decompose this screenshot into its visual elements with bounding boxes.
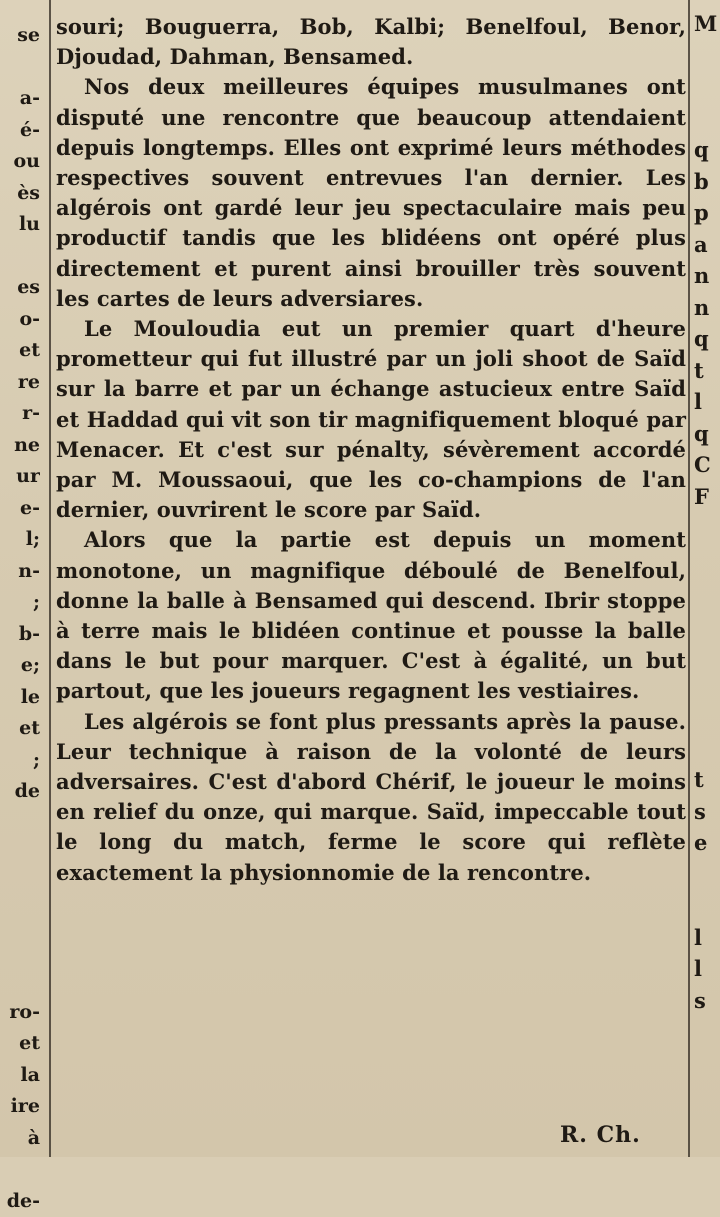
- left-column-fragment: ou: [0, 146, 40, 178]
- right-column-fragment: [694, 103, 720, 135]
- left-column-fragment: e;: [0, 650, 40, 682]
- left-column-fragment: ro-: [0, 997, 40, 1029]
- right-column-fragment: q: [694, 323, 720, 355]
- right-column-fragment: a: [694, 229, 720, 261]
- left-column-fragment: à: [0, 1123, 40, 1155]
- left-column-fragment: es: [0, 272, 40, 304]
- right-column-fragment: [694, 890, 720, 922]
- article-signature: R. Ch.: [560, 1122, 641, 1148]
- right-column-fragment: n: [694, 260, 720, 292]
- right-column-fragment: F: [694, 481, 720, 513]
- left-column-fragment: ur: [0, 461, 40, 493]
- right-column-fragment: [694, 1142, 720, 1174]
- left-column-fragment: [0, 902, 40, 934]
- left-column-fragment: a-: [0, 83, 40, 115]
- right-column-fragment: [694, 670, 720, 702]
- left-column-fragment: [0, 965, 40, 997]
- right-column-fragment: [694, 1048, 720, 1080]
- right-column-fragment: t: [694, 764, 720, 796]
- right-column-fragment: [694, 512, 720, 544]
- right-column-fragment: [694, 1016, 720, 1048]
- left-column-fragment: o-: [0, 304, 40, 336]
- right-column-fragment: l: [694, 386, 720, 418]
- right-column-fragment: p: [694, 197, 720, 229]
- article-paragraph: Les algérois se font plus pressants après la pause. Leur technique à raison de la volonté de leurs adversaires. C'est d'abord Chérif, le joueur le moins en relief du onze, qui marque. Saïd, impeccable tout le long du match, ferme le score qui reflète exactement la physionnomie de la rencontre.: [56, 707, 686, 888]
- left-column-fragment: [0, 839, 40, 871]
- right-column-fragment: [694, 733, 720, 765]
- left-column-fragment: ;: [0, 587, 40, 619]
- left-column-fragment: [0, 808, 40, 840]
- article-paragraph: Nos deux meilleures équipes musulmanes ont disputé une rencontre que beaucoup attendaient depuis longtemps. Elles ont exprimé leurs méthodes respectives souvent entrevues l'an dernier. Les algérois ont gardé leur jeu spectaculaire mais peu productif tandis que les blidéens ont opéré plus directement et purent ainsi brouiller très souvent les cartes de leurs adversiares.: [56, 72, 686, 314]
- right-column-fragment: s: [694, 985, 720, 1017]
- left-column-fragment: [0, 52, 40, 84]
- right-column-fragment: M: [694, 8, 720, 40]
- right-column-fragment: [694, 1079, 720, 1111]
- left-column-fragment: e-: [0, 493, 40, 525]
- right-column-fragment: q: [694, 418, 720, 450]
- left-column-fragment: de-: [0, 1186, 40, 1217]
- left-column-fragment: se: [0, 20, 40, 52]
- left-column-fragment: n-: [0, 556, 40, 588]
- right-column-fragment: C: [694, 449, 720, 481]
- right-column-fragment: [694, 71, 720, 103]
- left-column-fragment: é-: [0, 115, 40, 147]
- right-column-fragment: l: [694, 953, 720, 985]
- article-paragraph: souri; Bouguerra, Bob, Kalbi; Benelfoul, Benor, Djoudad, Dahman, Bensamed.: [56, 12, 686, 72]
- left-column-fragment: [0, 871, 40, 903]
- left-column-fragment: l;: [0, 524, 40, 556]
- left-column-fragment: [0, 241, 40, 273]
- left-column-fragment: ne: [0, 430, 40, 462]
- left-column-fragment: lu: [0, 209, 40, 241]
- left-column-fragment: la: [0, 1060, 40, 1092]
- article-paragraph: Le Mouloudia eut un premier quart d'heure prometteur qui fut illustré par un joli shoot de Saïd sur la barre et par un échange astucieux entre Saïd et Haddad qui vit son tir magnifiquement bloqué par Menacer. Et c'est sur pénalty, sévèrement accordé par M. Moussaoui, que les co-champions de l'an dernier, ouvrirent le score par Saïd.: [56, 314, 686, 525]
- left-column-fragment: ;: [0, 745, 40, 777]
- column-rule-right: [688, 0, 690, 1157]
- left-column-fragment: r-: [0, 398, 40, 430]
- left-column-fragment: ès: [0, 178, 40, 210]
- left-column-fragments: [0, 20, 40, 1217]
- right-column-fragment: [694, 544, 720, 576]
- right-column-fragment: n: [694, 292, 720, 324]
- left-column-fragment: b-: [0, 619, 40, 651]
- right-column-fragment: [694, 40, 720, 72]
- left-column-fragment: [0, 1154, 40, 1186]
- left-column-fragment: et: [0, 335, 40, 367]
- left-column-fragment: de: [0, 776, 40, 808]
- right-column-fragment: [694, 575, 720, 607]
- right-column-fragment: l: [694, 922, 720, 954]
- right-column-fragments: [694, 8, 720, 1174]
- left-column-fragment: [0, 934, 40, 966]
- right-column-fragment: s: [694, 796, 720, 828]
- article-body: [56, 12, 686, 888]
- right-column-fragment: [694, 1111, 720, 1143]
- right-column-fragment: [694, 701, 720, 733]
- left-column-fragment: ire: [0, 1091, 40, 1123]
- right-column-fragment: b: [694, 166, 720, 198]
- column-rule-left: [49, 0, 51, 1157]
- right-column-fragment: e: [694, 827, 720, 859]
- article-paragraph: Alors que la partie est depuis un moment monotone, un magnifique déboulé de Benelfoul, donne la balle à Bensamed qui descend. Ibrir stoppe à terre mais le blidéen continue et pousse la balle dans le but pour marquer. C'est à égalité, un but partout, que les joueurs regagnent les vestiaires.: [56, 525, 686, 706]
- right-column-fragment: [694, 859, 720, 891]
- left-column-fragment: et: [0, 713, 40, 745]
- right-column-fragment: [694, 638, 720, 670]
- right-column-fragment: t: [694, 355, 720, 387]
- right-column-fragment: q: [694, 134, 720, 166]
- left-column-fragment: le: [0, 682, 40, 714]
- left-column-fragment: re: [0, 367, 40, 399]
- left-column-fragment: et: [0, 1028, 40, 1060]
- right-column-fragment: [694, 607, 720, 639]
